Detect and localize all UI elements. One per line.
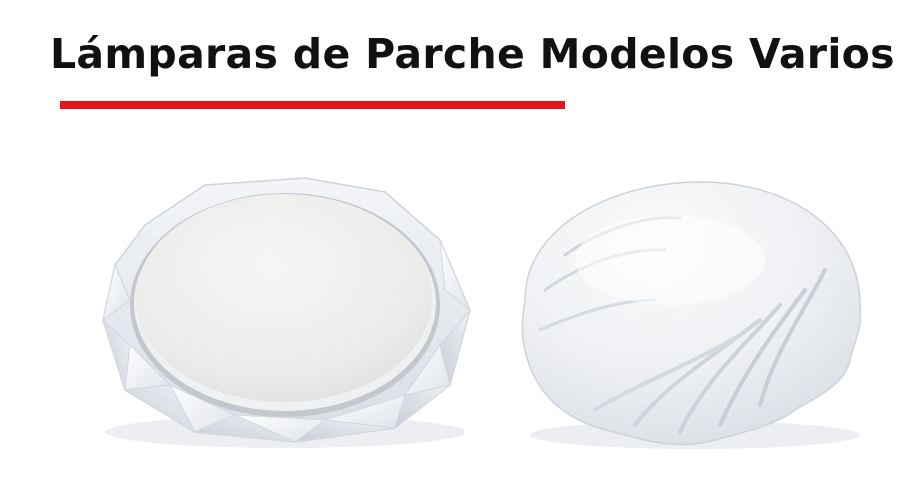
title-underline [60,101,565,109]
shell-lamp-image [505,170,880,460]
diffuser-top [136,194,432,402]
shell-lamp-illustration [505,170,880,460]
diamond-lamp-illustration [85,170,485,460]
diamond-lamp-image [85,170,485,460]
dome-highlight [575,215,765,305]
page-title: Lámparas de Parche Modelos Varios [50,30,895,78]
